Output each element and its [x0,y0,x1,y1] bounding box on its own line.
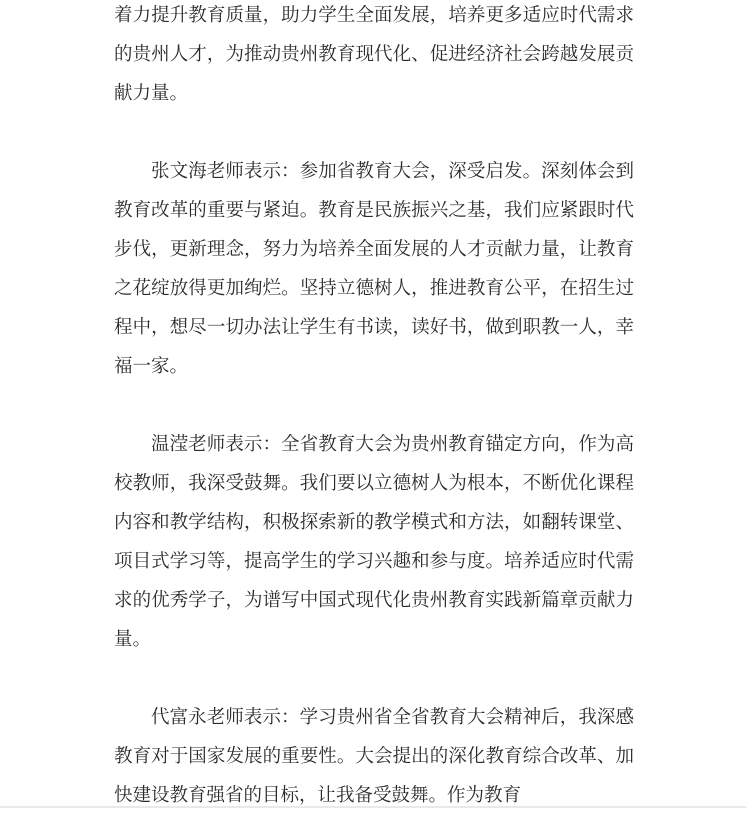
paragraph-dai-fuyong: 代富永老师表示：学习贵州省全省教育大会精神后，我深感教育对于国家发展的重要性。大会提出的深化教育综合改革、加快建设教育强省的目标，让我备受鼓舞。作为教育 [114,707,634,806]
paragraph-zhang-wenhai: 张文海老师表示：参加省教育大会，深受启发。深刻体会到教育改革的重要与紧迫。教育是民族振兴之基，我们应紧跟时代步伐，更新理念，努力为培养全面发展的人才贡献力量，让教育之花绽放得更加绚烂。坚持立德树人，推进教育公平，在招生过程中，想尽一切办法让学生有书读，读好书，做到职教一人，幸福一家。 [114,161,634,377]
paragraph-wen-ying: 温滢老师表示：全省教育大会为贵州教育锚定方向，作为高校教师，我深受鼓舞。我们要以立德树人为根本，不断优化课程内容和教学结构，积极探索新的教学模式和方法，如翻转课堂、项目式学习等，提高学生的学习兴趣和参与度。培养适应时代需求的优秀学子，为谱写中国式现代化贵州教育实践新篇章贡献力量。 [114,434,634,650]
paragraph-intro-tail: 着力提升教育质量，助力学生全面发展，培养更多适应时代需求的贵州人才，为推动贵州教育现代化、促进经济社会跨越发展贡献力量。 [114,5,634,104]
article-body [114,0,634,815]
